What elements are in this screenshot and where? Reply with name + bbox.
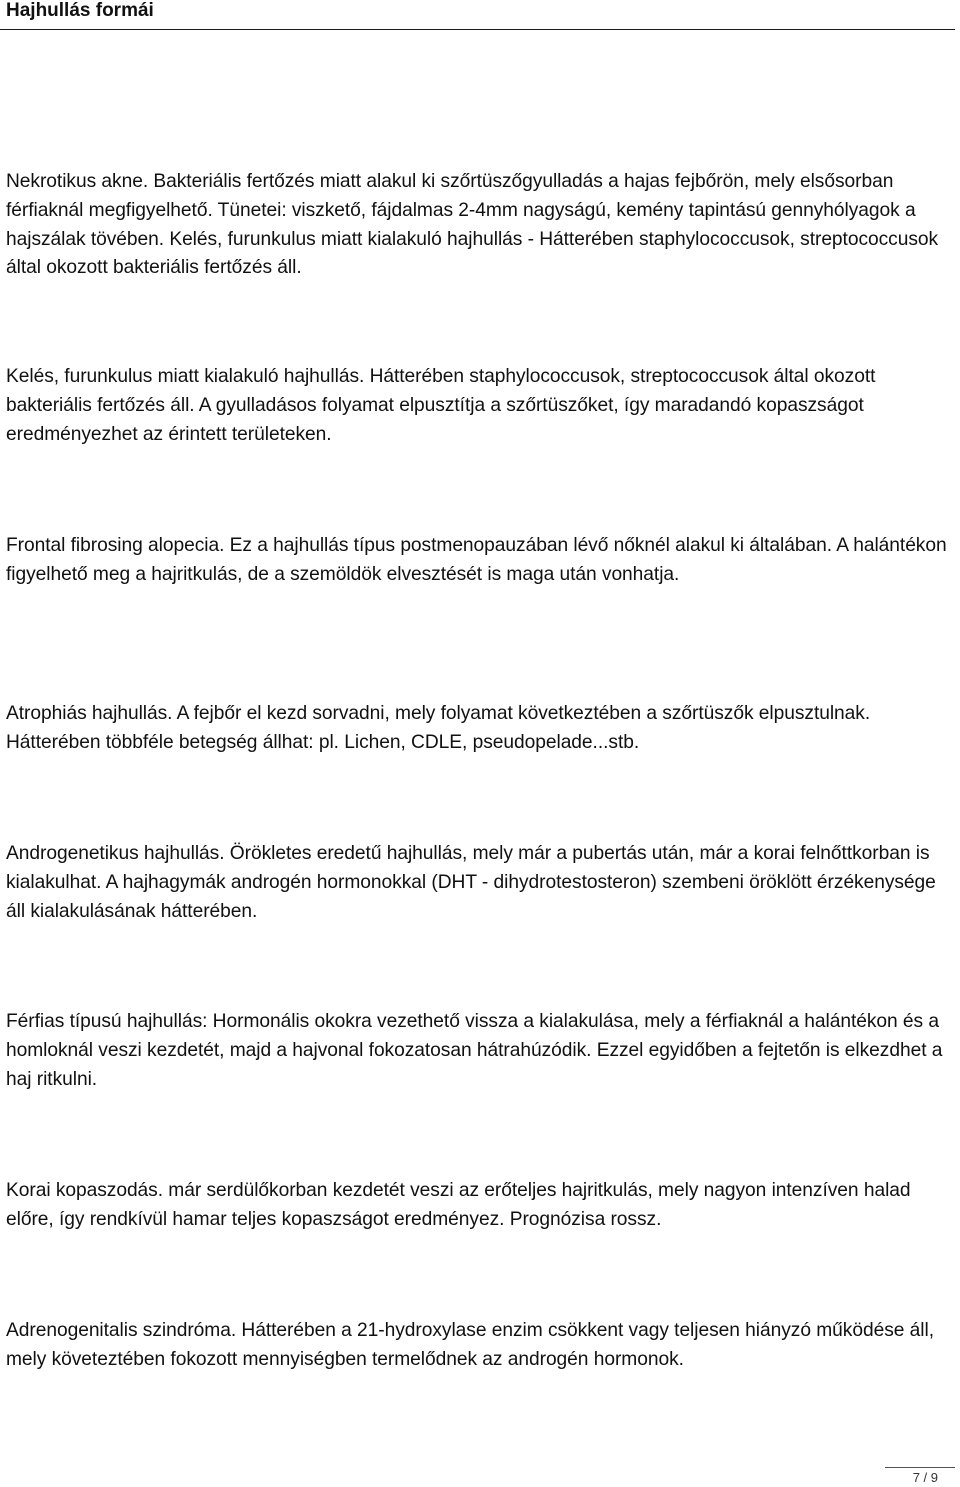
paragraph-androgenetikus-hajhullas: Androgenetikus hajhullás. Örökletes eredetű hajhullás, mely már a pubertás után, már a korai felnőttkorban is kialakulhat. A hajhagymák androgén hormonokkal (DHT - dihydrotestosteron) szembeni öröklött érzékenysége áll kialakulásának hátterében. bbox=[6, 843, 936, 922]
page-header bbox=[0, 0, 955, 30]
paragraph-ferfias-tipusu-hajhullas: Férfias típusú hajhullás: Hormonális okokra vezethető vissza a kialakulása, mely a férfiaknál a halántékon és a homloknál veszi kezdetét, majd a hajvonal fokozatosan hátrahúzódik. Ezzel egyidőben a fejtetőn is elkezdhet a haj ritkulni. bbox=[6, 1011, 943, 1090]
paragraph-adrenogenitalis-szindroma: Adrenogenitalis szindróma. Hátterében a 21-hydroxylase enzim csökkent vagy teljesen hiányzó működése áll, mely követeztében fokozott mennyiségben termelődnek az androgén hormonok. bbox=[6, 1320, 934, 1370]
paragraph-keles-furunkulus: Kelés, furunkulus miatt kialakuló hajhullás. Hátterében staphylococcusok, streptococcusok által okozott bakteriális fertőzés áll. A gyulladásos folyamat elpusztítja a szőrtüszőket, így maradandó kopaszságot eredményezhet az érintett területeken. bbox=[6, 366, 876, 445]
footer-divider bbox=[885, 1467, 955, 1468]
paragraph-atrophias-hajhullas: Atrophiás hajhullás. A fejbőr el kezd sorvadni, mely folyamat következtében a szőrtüszők elpusztulnak. Hátterében többféle betegség állhat: pl. Lichen, CDLE, pseudopelade...stb. bbox=[6, 703, 871, 753]
paragraph-nekrotikus-akne: Nekrotikus akne. Bakteriális fertőzés miatt alakul ki szőrtüszőgyulladás a hajas fejbőrön, mely elsősorban férfiaknál megfigyelhető. Tünetei: viszkető, fájdalmas 2-4mm nagyságú, kemény tapintású gennyhólyagok a hajszálak tövében. Kelés, furunkulus miatt kialakuló hajhullás - Hátterében staphylococcusok, streptococcusok által okozott bakteriális fertőzés áll. bbox=[6, 171, 939, 279]
paragraph-korai-kopaszodas: Korai kopaszodás. már serdülőkorban kezdetét veszi az erőteljes hajritkulás, mely nagyon intenzíven halad előre, így rendkívül hamar teljes kopaszságot eredményez. Prognózisa rossz. bbox=[6, 1180, 911, 1230]
page-title: Hajhullás formái bbox=[6, 0, 154, 21]
page-number: 7 / 9 bbox=[912, 1470, 938, 1485]
paragraph-frontal-fibrosing-alopecia: Frontal fibrosing alopecia. Ez a hajhullás típus postmenopauzában lévő nőknél alakul ki általában. A halántékon figyelhető meg a hajritkulás, de a szemöldök elvesztését is maga után vonhatja. bbox=[6, 535, 947, 585]
